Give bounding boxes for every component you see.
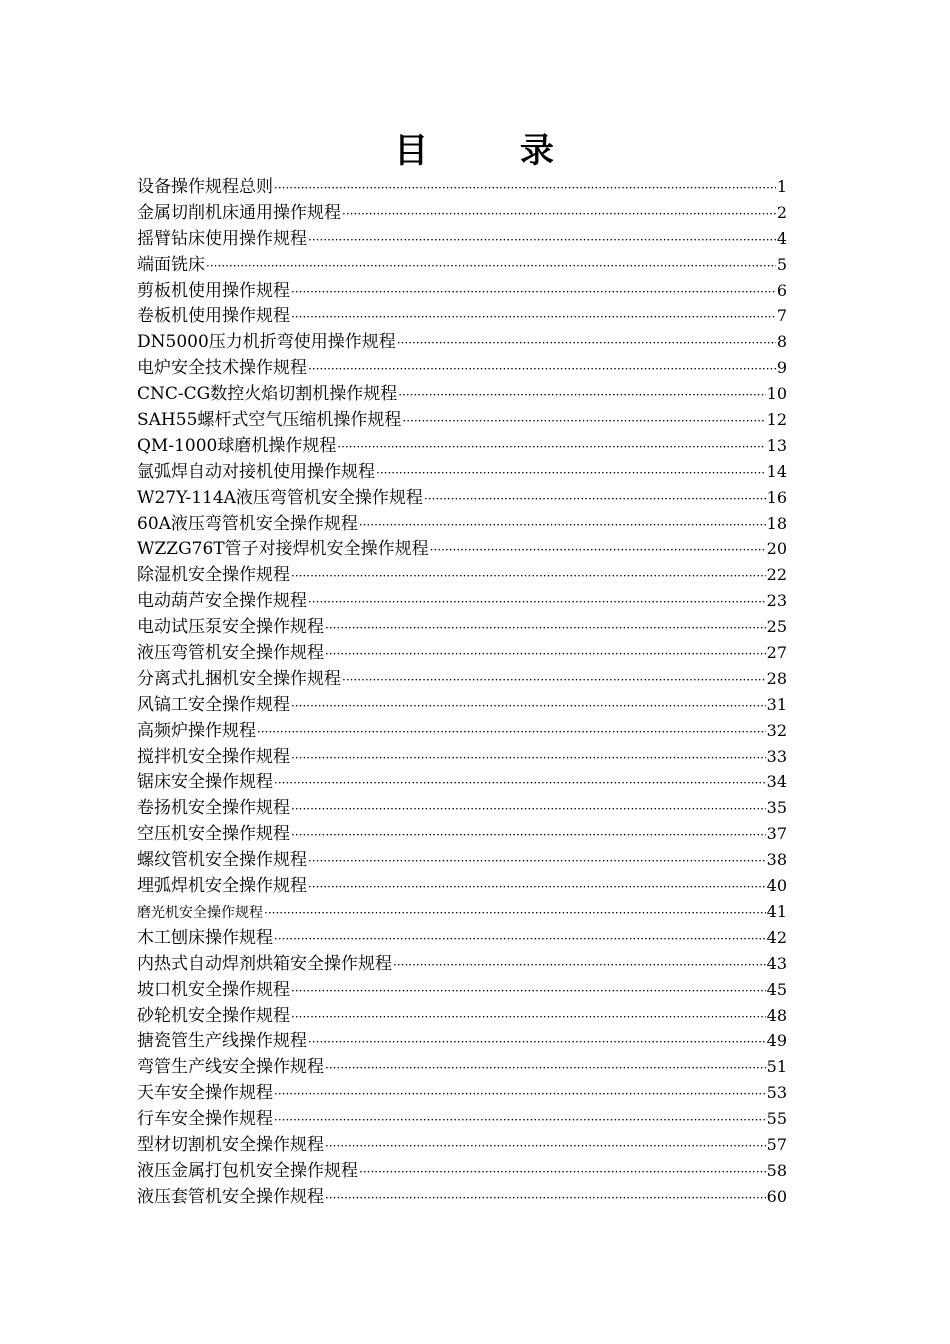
- toc-leader-dots: [291, 564, 766, 590]
- toc-entry-page: 35: [766, 798, 787, 818]
- toc-entry-title: 行车安全操作规程: [137, 1109, 273, 1130]
- toc-entry-title: 液压金属打包机安全操作规程: [137, 1160, 358, 1181]
- toc-entry-title: 卷板机使用操作规程: [137, 306, 290, 327]
- toc-entry-title: 搪瓷管生产线操作规程: [137, 1031, 307, 1052]
- toc-leader-dots: [291, 746, 766, 772]
- toc-entry-title: 端面铣床: [137, 254, 205, 275]
- toc-entry[interactable]: [137, 666, 799, 692]
- toc-entry-page: 37: [766, 824, 787, 844]
- toc-leader-dots: [376, 461, 766, 487]
- toc-leader-dots: [308, 228, 776, 254]
- toc-entry-title: 设备操作规程总则: [137, 177, 273, 197]
- toc-leader-dots: [308, 875, 766, 901]
- toc-entry[interactable]: [137, 614, 799, 640]
- toc-entry-page: 43: [766, 953, 787, 973]
- toc-entry[interactable]: [137, 1003, 799, 1029]
- toc-entry-title: 搅拌机安全操作规程: [137, 746, 290, 767]
- toc-leader-dots: [257, 720, 766, 746]
- toc-entry-title: 60A液压弯管机安全操作规程: [137, 513, 358, 534]
- toc-leader-dots: [325, 1056, 766, 1082]
- toc-leader-dots: [206, 254, 776, 280]
- toc-entry[interactable]: [137, 795, 799, 821]
- toc-entry-page: 23: [766, 591, 787, 611]
- toc-entry[interactable]: [137, 200, 799, 226]
- toc-entry-page: 5: [776, 254, 787, 274]
- toc-entry-page: 31: [766, 694, 787, 714]
- toc-entry-title: 风镐工安全操作规程: [137, 694, 290, 715]
- toc-entry-page: 8: [776, 332, 787, 352]
- toc-entry-page: 16: [766, 487, 787, 507]
- toc-leader-dots: [430, 538, 766, 564]
- toc-entry[interactable]: [137, 692, 799, 718]
- toc-entry-title: DN5000压力机折弯使用操作规程: [137, 332, 396, 353]
- toc-entry-page: 20: [766, 539, 787, 559]
- toc-entry[interactable]: [137, 433, 799, 459]
- toc-entry[interactable]: [137, 1054, 799, 1080]
- toc-entry-page: 40: [766, 876, 787, 896]
- toc-leader-dots: [325, 1134, 766, 1160]
- toc-entry-title: 摇臂钻床使用操作规程: [137, 228, 307, 249]
- toc-entry-title: 分离式扎捆机安全操作规程: [137, 668, 341, 689]
- toc-entry[interactable]: [137, 847, 799, 873]
- toc-entry[interactable]: [137, 769, 799, 795]
- toc-entry[interactable]: [137, 899, 799, 925]
- toc-entry[interactable]: [137, 562, 799, 588]
- toc-entry-title: 液压套管机安全操作规程: [137, 1186, 324, 1207]
- toc-leader-dots: [359, 513, 766, 539]
- toc-leader-dots: [398, 383, 765, 409]
- toc-entry-title: 磨光机安全操作规程: [137, 904, 263, 921]
- toc-entry[interactable]: [137, 174, 799, 200]
- toc-leader-dots: [397, 331, 776, 357]
- toc-leader-dots: [274, 1082, 766, 1108]
- toc-leader-dots: [274, 771, 766, 797]
- toc-leader-dots: [308, 590, 766, 616]
- toc-entry-page: 34: [766, 772, 787, 792]
- toc-entry[interactable]: [137, 1132, 799, 1158]
- toc-entry[interactable]: [137, 407, 799, 433]
- toc-entry-page: 1: [776, 177, 787, 196]
- toc-entry-page: 57: [766, 1134, 787, 1154]
- toc-leader-dots: [337, 435, 765, 461]
- toc-leader-dots: [291, 797, 766, 823]
- toc-entry-title: 卷扬机安全操作规程: [137, 798, 290, 819]
- toc-entry-page: 2: [776, 202, 787, 222]
- toc-entry[interactable]: [137, 1106, 799, 1132]
- toc-entry-page: 49: [766, 1031, 787, 1051]
- toc-entry-title: QM-1000球磨机操作规程: [137, 435, 337, 456]
- toc-entry[interactable]: [137, 485, 799, 511]
- toc-entry-title: 氩弧焊自动对接机使用操作规程: [137, 461, 375, 482]
- toc-entry-page: 25: [766, 617, 787, 637]
- page-title: 目 录: [394, 131, 594, 171]
- toc-entry-title: 木工刨床操作规程: [137, 927, 273, 948]
- toc-entry[interactable]: [137, 977, 799, 1003]
- toc-entry-title: WZZG76T管子对接焊机安全操作规程: [137, 539, 429, 560]
- toc-entry[interactable]: [137, 511, 799, 537]
- toc-entry[interactable]: [137, 588, 799, 614]
- toc-entry-title: 内热式自动焊剂烘箱安全操作规程: [137, 953, 392, 974]
- toc-entry-title: 弯管生产线安全操作规程: [137, 1057, 324, 1078]
- toc-leader-dots: [402, 409, 765, 435]
- toc-leader-dots: [264, 901, 766, 927]
- toc-entry-page: 14: [766, 461, 787, 481]
- toc-entry-page: 60: [766, 1186, 787, 1206]
- toc-entry-page: 10: [766, 384, 787, 404]
- toc-leader-dots: [325, 642, 766, 668]
- toc-entry-page: 28: [766, 668, 787, 688]
- toc-entry-page: 4: [776, 228, 787, 248]
- toc-entry-title: 液压弯管机安全操作规程: [137, 643, 324, 664]
- toc-leader-dots: [274, 1108, 766, 1134]
- toc-entry-page: 7: [776, 306, 787, 326]
- toc-leader-dots: [342, 668, 766, 694]
- toc-leader-dots: [291, 823, 766, 849]
- toc-entry-page: 58: [766, 1160, 787, 1180]
- toc-entry[interactable]: [137, 355, 799, 381]
- toc-entry[interactable]: [137, 278, 799, 304]
- toc-entry[interactable]: [137, 821, 799, 847]
- toc-leader-dots: [325, 1186, 766, 1212]
- toc-entry-title: 电炉安全技术操作规程: [137, 358, 307, 379]
- toc-entry[interactable]: [137, 640, 799, 666]
- toc-leader-dots: [308, 849, 766, 875]
- toc-leader-dots: [325, 616, 766, 642]
- toc-entry-page: 53: [766, 1083, 787, 1103]
- toc-leader-dots: [291, 979, 766, 1005]
- toc-entry[interactable]: [137, 1158, 799, 1184]
- toc-entry-page: 38: [766, 850, 787, 870]
- toc-entry-page: 13: [766, 435, 787, 455]
- toc-leader-dots: [342, 202, 776, 228]
- toc-entry-title: W27Y-114A液压弯管机安全操作规程: [137, 487, 423, 508]
- toc-entry-title: 空压机安全操作规程: [137, 824, 290, 845]
- toc-leader-dots: [308, 357, 776, 383]
- toc-entry-page: 42: [766, 927, 787, 947]
- toc-entry-page: 33: [766, 746, 787, 766]
- toc-entry-page: 51: [766, 1057, 787, 1077]
- toc-leader-dots: [424, 487, 766, 513]
- toc-entry[interactable]: [137, 226, 799, 252]
- toc-leader-dots: [291, 694, 766, 720]
- toc-entry[interactable]: [137, 1028, 799, 1054]
- toc-entry[interactable]: [137, 925, 799, 951]
- toc-entry-title: 型材切割机安全操作规程: [137, 1134, 324, 1155]
- toc-entry-page: 55: [766, 1109, 787, 1129]
- toc-entry-title: 除湿机安全操作规程: [137, 565, 290, 586]
- toc-entry-page: 32: [766, 720, 787, 740]
- toc-entry-page: 18: [766, 513, 787, 533]
- toc-leader-dots: [308, 1030, 766, 1056]
- toc-entry-title: 埋弧焊机安全操作规程: [137, 876, 307, 897]
- toc-leader-dots: [291, 305, 776, 331]
- toc-entry-page: 27: [766, 643, 787, 663]
- toc-leader-dots: [291, 280, 776, 306]
- toc-leader-dots: [291, 1005, 766, 1031]
- table-of-contents: [137, 174, 799, 1210]
- toc-entry-title: 坡口机安全操作规程: [137, 979, 290, 1000]
- toc-entry[interactable]: [137, 303, 799, 329]
- toc-leader-dots: [274, 176, 776, 202]
- toc-entry-page: 41: [766, 901, 787, 921]
- toc-leader-dots: [393, 953, 766, 979]
- toc-entry-title: 螺纹管机安全操作规程: [137, 850, 307, 871]
- toc-entry-title: 砂轮机安全操作规程: [137, 1005, 290, 1026]
- toc-entry-title: 金属切削机床通用操作规程: [137, 202, 341, 223]
- toc-entry[interactable]: [137, 329, 799, 355]
- toc-entry-title: CNC-CG数控火焰切割机操作规程: [137, 384, 398, 405]
- toc-entry-title: 高频炉操作规程: [137, 720, 256, 741]
- toc-entry[interactable]: [137, 718, 799, 744]
- toc-leader-dots: [274, 927, 766, 953]
- toc-entry[interactable]: [137, 536, 799, 562]
- toc-entry-page: 45: [766, 979, 787, 999]
- toc-entry-title: 天车安全操作规程: [137, 1083, 273, 1104]
- toc-entry-title: SAH55螺杆式空气压缩机操作规程: [137, 410, 402, 431]
- toc-entry[interactable]: [137, 744, 799, 770]
- toc-entry[interactable]: [137, 951, 799, 977]
- toc-entry-page: 22: [766, 565, 787, 585]
- toc-entry-title: 剪板机使用操作规程: [137, 280, 290, 301]
- toc-entry-page: 12: [766, 410, 787, 430]
- toc-entry-page: 48: [766, 1005, 787, 1025]
- toc-entry-page: 6: [776, 280, 787, 300]
- toc-entry[interactable]: [137, 1184, 799, 1210]
- toc-entry-page: 9: [776, 358, 787, 378]
- toc-entry[interactable]: [137, 459, 799, 485]
- toc-entry[interactable]: [137, 873, 799, 899]
- toc-entry[interactable]: [137, 252, 799, 278]
- toc-entry-title: 电动试压泵安全操作规程: [137, 617, 324, 638]
- toc-entry-title: 电动葫芦安全操作规程: [137, 591, 307, 612]
- toc-entry[interactable]: [137, 1080, 799, 1106]
- toc-entry-title: 锯床安全操作规程: [137, 772, 273, 793]
- toc-entry[interactable]: [137, 381, 799, 407]
- toc-leader-dots: [359, 1160, 766, 1186]
